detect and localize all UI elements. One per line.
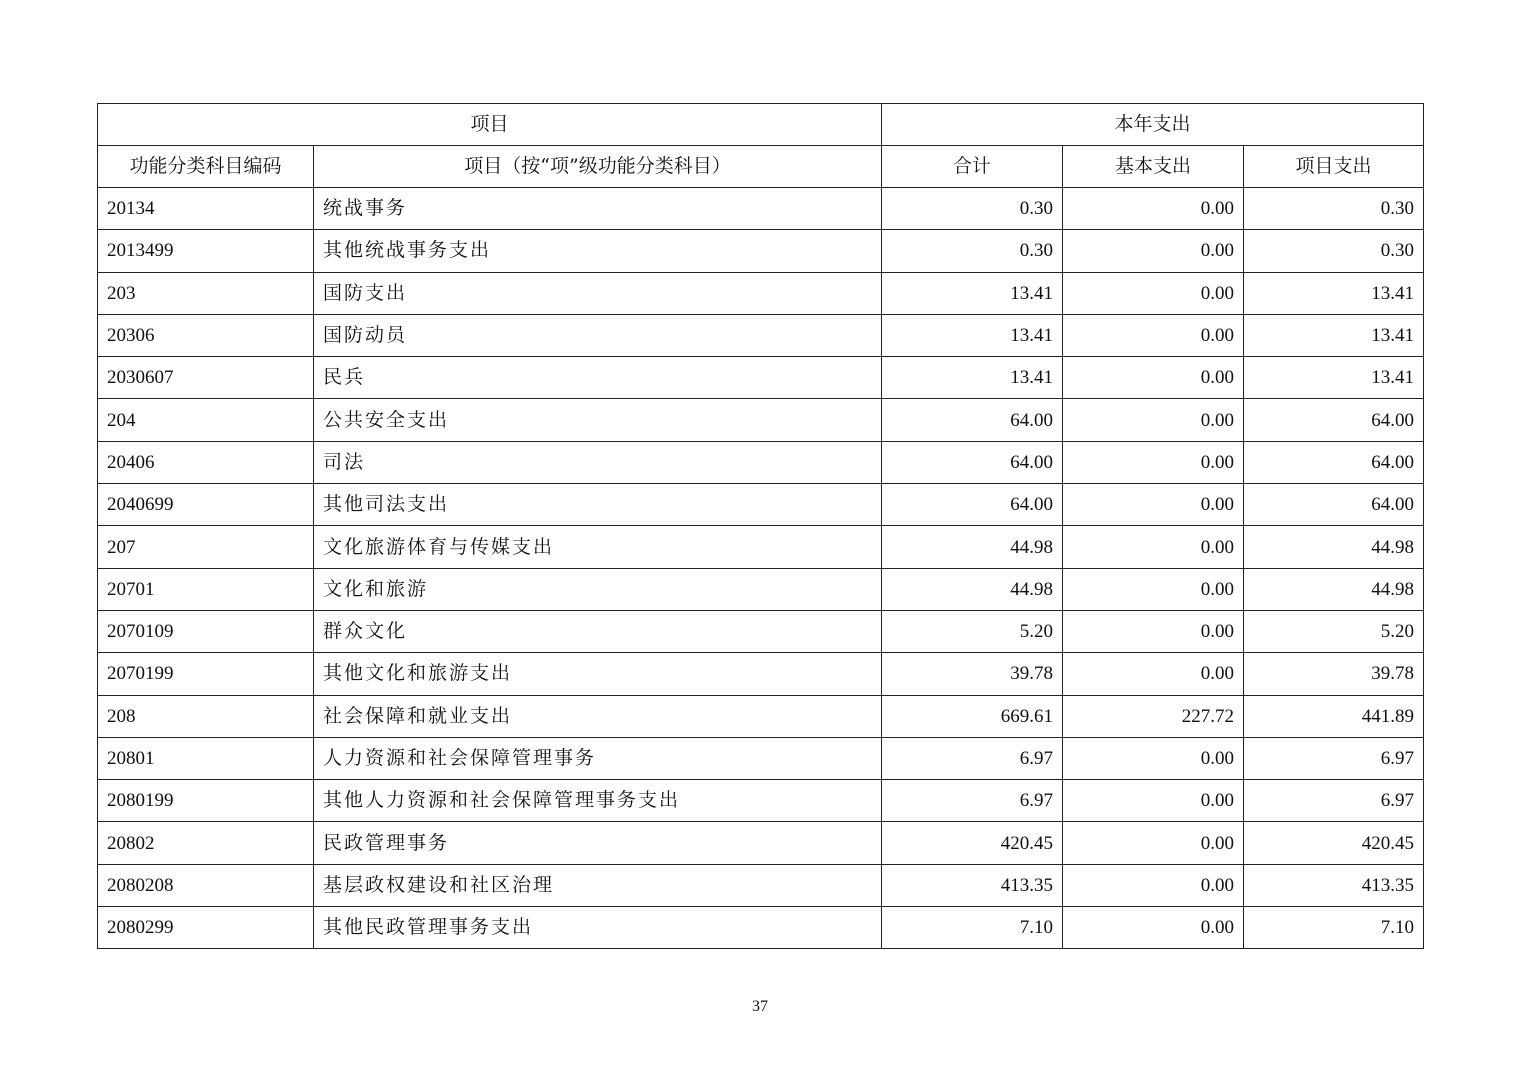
cell-code: 20134 <box>98 188 314 230</box>
cell-name: 其他司法支出 <box>314 484 882 526</box>
cell-project: 64.00 <box>1244 399 1424 441</box>
cell-name: 公共安全支出 <box>314 399 882 441</box>
table-row <box>98 822 1424 864</box>
cell-project: 64.00 <box>1244 484 1424 526</box>
cell-project: 6.97 <box>1244 737 1424 779</box>
table-row <box>98 441 1424 483</box>
header-basic: 基本支出 <box>1063 146 1244 188</box>
cell-total: 6.97 <box>882 780 1063 822</box>
table-row <box>98 864 1424 906</box>
cell-name: 文化和旅游 <box>314 568 882 610</box>
table-row <box>98 907 1424 949</box>
cell-name: 其他民政管理事务支出 <box>314 907 882 949</box>
cell-project: 413.35 <box>1244 864 1424 906</box>
cell-code: 208 <box>98 695 314 737</box>
cell-code: 2070199 <box>98 653 314 695</box>
cell-total: 413.35 <box>882 864 1063 906</box>
cell-basic: 0.00 <box>1063 526 1244 568</box>
header-name: 项目（按“项”级功能分类科目） <box>314 146 882 188</box>
cell-code: 2080299 <box>98 907 314 949</box>
cell-project: 441.89 <box>1244 695 1424 737</box>
cell-project: 6.97 <box>1244 780 1424 822</box>
cell-basic: 0.00 <box>1063 610 1244 652</box>
cell-basic: 0.00 <box>1063 864 1244 906</box>
cell-name: 其他统战事务支出 <box>314 230 882 272</box>
table-row <box>98 737 1424 779</box>
cell-total: 0.30 <box>882 188 1063 230</box>
cell-basic: 0.00 <box>1063 399 1244 441</box>
page-number: 37 <box>752 998 768 1015</box>
cell-total: 13.41 <box>882 272 1063 314</box>
cell-total: 64.00 <box>882 441 1063 483</box>
cell-name: 基层政权建设和社区治理 <box>314 864 882 906</box>
table-row <box>98 780 1424 822</box>
cell-code: 20802 <box>98 822 314 864</box>
header-code: 功能分类科目编码 <box>98 146 314 188</box>
cell-project: 0.30 <box>1244 188 1424 230</box>
cell-code: 20701 <box>98 568 314 610</box>
cell-name: 国防支出 <box>314 272 882 314</box>
cell-project: 13.41 <box>1244 272 1424 314</box>
table-row <box>98 610 1424 652</box>
cell-project: 44.98 <box>1244 568 1424 610</box>
cell-basic: 0.00 <box>1063 188 1244 230</box>
cell-code: 203 <box>98 272 314 314</box>
cell-name: 司法 <box>314 441 882 483</box>
cell-name: 国防动员 <box>314 314 882 356</box>
cell-basic: 0.00 <box>1063 907 1244 949</box>
cell-basic: 0.00 <box>1063 737 1244 779</box>
cell-project: 0.30 <box>1244 230 1424 272</box>
cell-basic: 0.00 <box>1063 230 1244 272</box>
cell-project: 13.41 <box>1244 357 1424 399</box>
cell-total: 6.97 <box>882 737 1063 779</box>
cell-name: 民兵 <box>314 357 882 399</box>
cell-name: 其他文化和旅游支出 <box>314 653 882 695</box>
cell-total: 7.10 <box>882 907 1063 949</box>
cell-total: 44.98 <box>882 568 1063 610</box>
cell-name: 社会保障和就业支出 <box>314 695 882 737</box>
header-project: 项目支出 <box>1244 146 1424 188</box>
header-row-group <box>98 104 1424 146</box>
cell-code: 20801 <box>98 737 314 779</box>
cell-total: 420.45 <box>882 822 1063 864</box>
cell-project: 13.41 <box>1244 314 1424 356</box>
cell-total: 5.20 <box>882 610 1063 652</box>
cell-code: 20406 <box>98 441 314 483</box>
header-project-group: 项目 <box>98 104 882 146</box>
cell-total: 13.41 <box>882 357 1063 399</box>
cell-basic: 0.00 <box>1063 357 1244 399</box>
cell-total: 669.61 <box>882 695 1063 737</box>
table-row <box>98 568 1424 610</box>
cell-basic: 0.00 <box>1063 780 1244 822</box>
table-body <box>98 188 1424 949</box>
cell-project: 39.78 <box>1244 653 1424 695</box>
cell-name: 民政管理事务 <box>314 822 882 864</box>
cell-code: 20306 <box>98 314 314 356</box>
cell-project: 5.20 <box>1244 610 1424 652</box>
cell-basic: 0.00 <box>1063 568 1244 610</box>
cell-code: 204 <box>98 399 314 441</box>
cell-basic: 0.00 <box>1063 314 1244 356</box>
cell-basic: 0.00 <box>1063 822 1244 864</box>
table-row <box>98 484 1424 526</box>
cell-name: 人力资源和社会保障管理事务 <box>314 737 882 779</box>
cell-code: 2040699 <box>98 484 314 526</box>
expenditure-table <box>97 103 1424 949</box>
cell-basic: 227.72 <box>1063 695 1244 737</box>
cell-name: 文化旅游体育与传媒支出 <box>314 526 882 568</box>
cell-project: 7.10 <box>1244 907 1424 949</box>
table-row <box>98 230 1424 272</box>
cell-code: 2080199 <box>98 780 314 822</box>
cell-project: 420.45 <box>1244 822 1424 864</box>
cell-code: 2013499 <box>98 230 314 272</box>
cell-basic: 0.00 <box>1063 653 1244 695</box>
header-row-columns <box>98 146 1424 188</box>
header-total: 合计 <box>882 146 1063 188</box>
cell-total: 13.41 <box>882 314 1063 356</box>
cell-basic: 0.00 <box>1063 272 1244 314</box>
cell-project: 44.98 <box>1244 526 1424 568</box>
table-row <box>98 314 1424 356</box>
table-row <box>98 272 1424 314</box>
table-row <box>98 653 1424 695</box>
table-row <box>98 526 1424 568</box>
cell-basic: 0.00 <box>1063 484 1244 526</box>
table-row <box>98 399 1424 441</box>
table-row <box>98 357 1424 399</box>
cell-code: 2080208 <box>98 864 314 906</box>
cell-name: 其他人力资源和社会保障管理事务支出 <box>314 780 882 822</box>
table-row <box>98 695 1424 737</box>
cell-total: 0.30 <box>882 230 1063 272</box>
cell-total: 64.00 <box>882 399 1063 441</box>
cell-code: 2070109 <box>98 610 314 652</box>
table-row <box>98 188 1424 230</box>
cell-total: 44.98 <box>882 526 1063 568</box>
cell-code: 2030607 <box>98 357 314 399</box>
cell-project: 64.00 <box>1244 441 1424 483</box>
header-expense-group: 本年支出 <box>882 104 1424 146</box>
cell-code: 207 <box>98 526 314 568</box>
cell-total: 64.00 <box>882 484 1063 526</box>
cell-name: 统战事务 <box>314 188 882 230</box>
cell-name: 群众文化 <box>314 610 882 652</box>
cell-basic: 0.00 <box>1063 441 1244 483</box>
cell-total: 39.78 <box>882 653 1063 695</box>
